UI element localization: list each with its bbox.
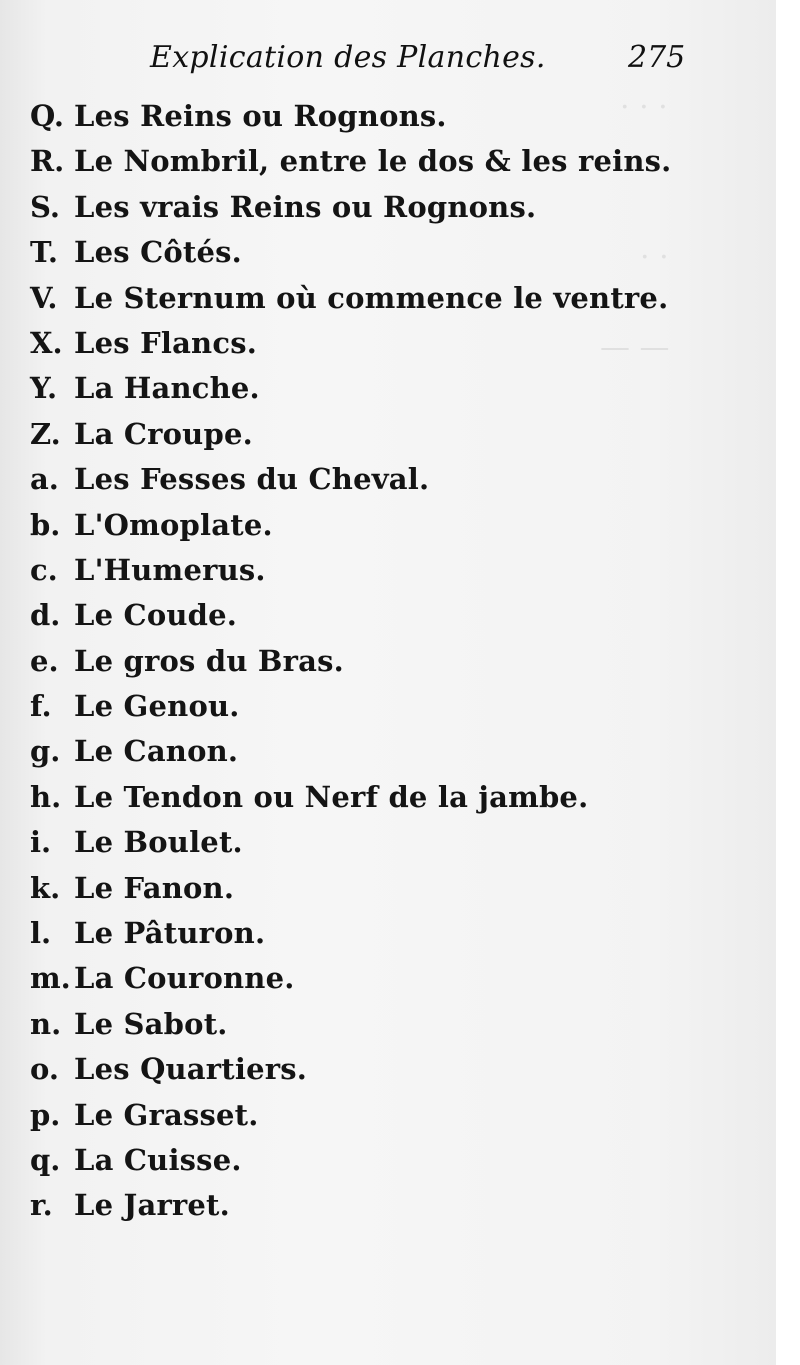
- legend-item: [30, 1093, 770, 1138]
- legend-text: Le Sabot.: [74, 1006, 228, 1041]
- legend-item: [30, 457, 770, 502]
- legend-letter: R.: [30, 144, 65, 179]
- legend-letter: g.: [30, 734, 61, 769]
- legend-letter: n.: [30, 1006, 62, 1041]
- legend-text: Le Tendon ou Nerf de la jambe.: [74, 779, 589, 814]
- legend-letter: e.: [30, 643, 59, 678]
- legend-item: [30, 639, 770, 684]
- legend-text: Le Boulet.: [74, 825, 243, 860]
- legend-letter: r.: [30, 1188, 53, 1223]
- legend-letter: l.: [30, 916, 52, 951]
- legend-text: Le Canon.: [74, 734, 239, 769]
- legend-text: L'Humerus.: [74, 552, 266, 587]
- legend-letter: V.: [30, 280, 58, 315]
- legend-letter: i.: [30, 825, 52, 860]
- running-header: [150, 36, 690, 86]
- legend-text: Les Reins ou Rognons.: [74, 99, 447, 133]
- legend-letter: p.: [30, 1097, 61, 1132]
- legend-letter: d.: [30, 598, 61, 633]
- legend-letter: X.: [30, 325, 63, 360]
- legend-item: [30, 276, 770, 321]
- legend-text: Le Jarret.: [74, 1188, 230, 1223]
- legend-letter: h.: [30, 779, 62, 814]
- show-through-mark: · ·: [640, 240, 669, 275]
- legend-item: [30, 1002, 770, 1047]
- legend-text: Le Sternum où commence le ventre.: [74, 280, 669, 315]
- legend-text: Les vrais Reins ou Rognons.: [74, 189, 537, 224]
- legend-text: Les Fesses du Cheval.: [74, 462, 430, 497]
- legend-letter: Z.: [30, 416, 61, 451]
- legend-letter: f.: [30, 689, 52, 724]
- legend-item: [30, 321, 770, 366]
- legend-letter: a.: [30, 462, 59, 497]
- legend-item: [30, 1138, 770, 1183]
- legend-item: [30, 684, 770, 729]
- legend-item: [30, 1183, 770, 1228]
- legend-text: Le Genou.: [74, 689, 240, 724]
- legend-item: [30, 230, 770, 275]
- scan-margin: [776, 0, 800, 1365]
- legend-text: Le Coude.: [74, 598, 238, 633]
- legend-item: [30, 775, 770, 820]
- legend-item: [30, 1047, 770, 1092]
- legend-text: La Couronne.: [74, 961, 295, 996]
- legend-item: [30, 94, 770, 139]
- page-number: 275: [628, 40, 686, 75]
- legend-item: [30, 412, 770, 457]
- legend-item: [30, 729, 770, 774]
- legend-item: [30, 593, 770, 638]
- legend-item: [30, 366, 770, 411]
- legend-letter: Q.: [30, 99, 64, 133]
- legend-letter: Y.: [30, 371, 58, 406]
- legend-letter: S.: [30, 189, 61, 224]
- legend-text: Le Pâturon.: [74, 916, 266, 951]
- legend-text: La Cuisse.: [74, 1142, 242, 1177]
- legend-text: La Croupe.: [74, 416, 253, 451]
- legend-text: Les Quartiers.: [74, 1052, 308, 1087]
- legend-item: [30, 956, 770, 1001]
- plate-legend-list: [30, 94, 770, 1229]
- legend-text: Le Grasset.: [74, 1097, 259, 1132]
- running-header-title: Explication des Planches.: [150, 40, 546, 75]
- legend-letter: k.: [30, 870, 61, 905]
- show-through-mark: · · ·: [620, 90, 668, 125]
- legend-text: Le gros du Bras.: [74, 643, 344, 678]
- legend-letter: m.: [30, 961, 71, 996]
- legend-item: [30, 185, 770, 230]
- legend-letter: o.: [30, 1052, 59, 1087]
- legend-text: La Hanche.: [74, 371, 260, 406]
- show-through-mark: — —: [600, 330, 670, 365]
- legend-letter: q.: [30, 1142, 61, 1177]
- legend-letter: b.: [30, 507, 61, 542]
- legend-item: [30, 866, 770, 911]
- legend-item: [30, 503, 770, 548]
- legend-letter: c.: [30, 552, 58, 587]
- legend-text: Les Côtés.: [74, 235, 242, 270]
- legend-item: [30, 911, 770, 956]
- legend-text: Le Fanon.: [74, 870, 235, 905]
- legend-item: [30, 820, 770, 865]
- legend-item: [30, 548, 770, 593]
- legend-item: [30, 139, 770, 184]
- legend-text: Le Nombril, entre le dos & les reins.: [74, 144, 672, 179]
- legend-letter: T.: [30, 235, 58, 270]
- legend-text: L'Omoplate.: [74, 507, 273, 542]
- legend-text: Les Flancs.: [74, 325, 258, 360]
